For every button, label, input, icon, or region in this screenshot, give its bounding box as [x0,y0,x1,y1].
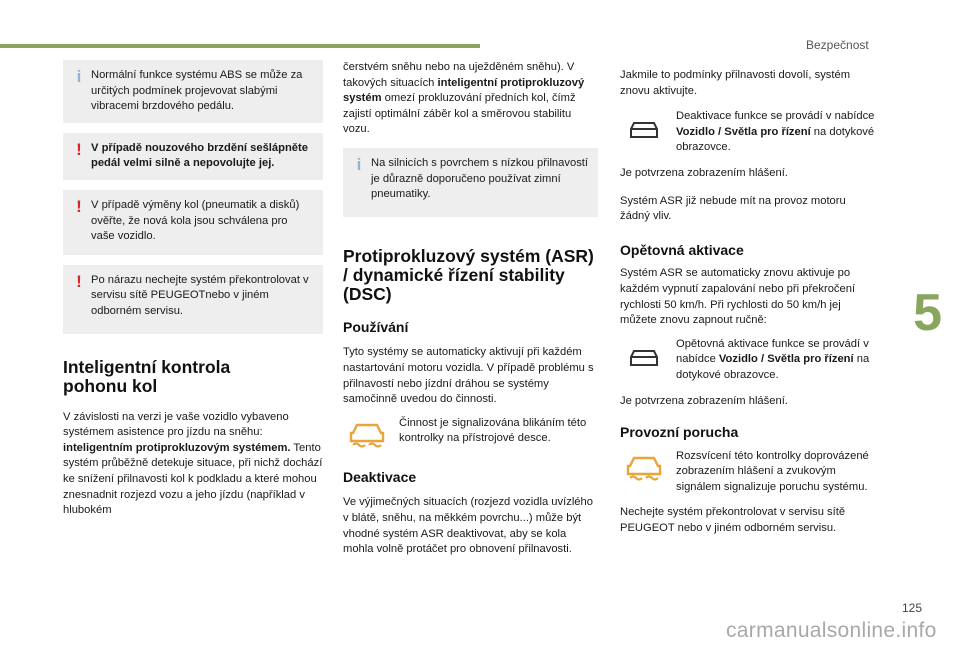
malfunction-lamp-row [620,449,875,496]
info-icon: i [356,154,362,174]
subheading-reactivation: Opětovná aktivace [620,241,744,258]
confirmation-text: Je potvrzena zobrazením hlášení. [620,394,788,407]
warning-icon: ! [76,139,82,159]
deactivation-menu-row [620,109,875,156]
subheading-usage: Používání [343,318,409,335]
page-number: 125 [902,601,923,615]
intelligent-traction-paragraph: V závislosti na verzi je vaše vozidlo vybaveno systémem asistence pro jízdu na sněhu: inteligentním protiprokluzovým systémem. Tento systém průběžně detekuje situace, při nichž dochází ke snížení přilnavosti kol k podkladu a které mohou znesnadnit rozjezd vozu a jeho jízdu (například v hlubokém [63,410,323,517]
warning-box-emergency-braking [63,133,323,180]
traction-warning-lamp-icon [343,416,391,456]
chapter-number: 5 [913,284,942,342]
heading-intelligent-traction: Inteligentní kontrola pohonu kol [63,356,231,396]
warning-box-wheels [63,190,323,255]
reactivation-menu-row [620,337,875,384]
info-box-abs [63,60,323,123]
heading-asr-dsc: Protiprokluzový systém (ASR) / dynamické řízení stability (DSC) [343,245,594,304]
warning-lamp-row [343,416,598,456]
column-middle [343,60,598,558]
info-icon: i [76,67,82,86]
confirmation-text: Je potvrzena zobrazením hlášení. [620,166,788,179]
usage-paragraph: Tyto systémy se automaticky aktivují při každém nastartování motoru vozidla. V případě problému s přilnavostí nebo jízdní dráhou se systémy samočinně uvedou do činnosti. [343,346,594,406]
deactivation-paragraph: Ve výjimečných situacích (rozjezd vozidla uvízlého v blátě, sněhu, na měkkém povrchu...) může být vhodné systém ASR deaktivovat, aby se kola mohla volně protáčet pro obnovení přilnavosti. [343,496,593,556]
section-label: Bezpečnost [806,38,869,52]
reactivate-paragraph: Jakmile to podmínky přilnavosti dovolí, systém znovu aktivujte. [620,69,851,97]
traction-warning-lamp-icon [620,449,668,489]
asr-no-effect-text: Systém ASR již nebude mít na provoz motoru žádný vliv. [620,194,846,223]
reactivation-paragraph: Systém ASR se automaticky znovu aktivuje po každém vypnutí zapalování nebo při překročení rychlosti 50 km/h. Při rychlosti do 50 km/h jej můžete znovu zapnout ručně: [620,267,856,327]
info-box-winter-tyres [343,148,598,217]
lamp-description: Činnost je signalizována blikáním této kontrolky na přístrojové desce. [399,416,587,445]
service-advice-text: Nechejte systém překontrolovat v servisu sítě PEUGEOT nebo v jiném odborném servisu. [620,506,846,535]
warning-text: Po nárazu nechejte systém překontrolovat v servisu sítě PEUGEOTnebo v jiném odborném servisu. [91,273,309,317]
deactivation-menu-text: Deaktivace funkce se provádí v nabídce Vozidlo / Světla pro řízení na dotykové obrazovce. [676,110,875,154]
column-left [63,60,323,519]
warning-icon: ! [76,196,82,216]
malfunction-lamp-text: Rozsvícení této kontrolky doprovázené zobrazením hlášení a zvukovým signálem signalizuje poruchu systému. [676,449,869,493]
subheading-malfunction: Provozní porucha [620,424,739,441]
intelligent-traction-paragraph-cont: čerstvém sněhu nebo na uježděném sněhu). V takových situacích inteligentní protiprokluzový systém omezí prokluzování předních kol, čímž zajistí optimální záběr kol a směrovou stabilitu vozu. [343,61,585,136]
watermark: carmanualsonline.info [726,619,937,642]
header-accent-bar [0,44,480,48]
subheading-deactivation: Deaktivace [343,468,417,485]
reactivation-menu-text: Opětovná aktivace funkce se provádí v nabídce Vozidlo / Světla pro řízení na dotykové obrazovce. [676,337,870,381]
info-text: Normální funkce systému ABS se může za určitých podmínek projevovat slabými vibracemi brzdového pedálu. [91,69,303,113]
car-outline-icon [620,109,668,149]
car-outline-icon [620,337,668,377]
column-right [620,60,875,537]
warning-text: V případě výměny kol (pneumatik a disků) ověřte, že nová kola jsou schválena pro vaše vozidlo. [91,198,300,243]
warning-icon: ! [76,271,82,291]
info-text: Na silnicích s povrchem s nízkou přilnavostí je důrazně doporučeno používat zimní pneumatiky. [371,156,588,201]
warning-box-collision [63,265,323,334]
warning-text: V případě nouzového brzdění sešlápněte pedál velmi silně a nepovolujte jej. [91,141,308,170]
